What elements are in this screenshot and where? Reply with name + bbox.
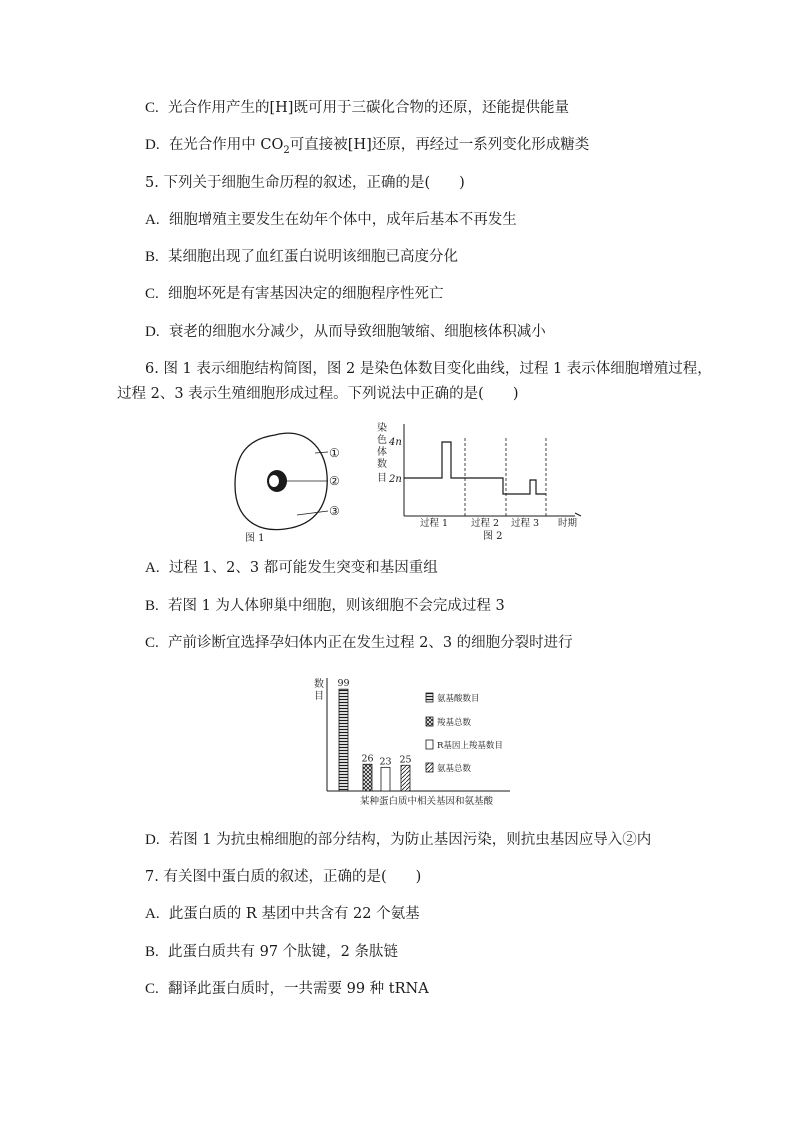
x-label-period: 时期	[558, 518, 578, 529]
y-label-char: 数	[314, 679, 324, 690]
y-label-char: 目	[314, 691, 324, 702]
q6-option-b	[145, 596, 505, 616]
q5-option-c	[145, 284, 443, 304]
option-letter: B.	[145, 249, 159, 265]
q7-option-c	[145, 979, 429, 999]
option-text: 可直接被[H]还原，再经过一系列变化形成糖类	[289, 137, 590, 153]
bar-value-label: 25	[399, 754, 412, 766]
q6-option-c	[145, 633, 573, 653]
legend-swatch-2	[426, 717, 433, 726]
label-3: ③	[329, 504, 340, 518]
option-letter: C.	[145, 286, 159, 302]
option-letter: D.	[145, 324, 160, 340]
option-letter: A.	[145, 906, 160, 922]
option-text: 在光合作用中 CO	[168, 137, 284, 153]
q7-stem: 7. 有关图中蛋白质的叙述，正确的是( )	[145, 869, 422, 885]
legend-label-1: 氨基酸数目	[437, 694, 480, 704]
q6-stem-line2: 过程 2、3 表示生殖细胞形成过程。下列说法中正确的是( )	[117, 386, 519, 402]
x-label-process-1: 过程 1	[420, 518, 449, 529]
legend-label-3: R基因上羧基数目	[437, 741, 503, 751]
option-text: 翻译此蛋白质时，一共需要 99 种 tRNA	[167, 981, 429, 997]
legend-swatch-1	[426, 693, 433, 702]
y-label-char: 数	[377, 459, 387, 470]
option-text: 产前诊断宜选择孕妇体内正在发生过程 2、3 的细胞分裂时进行	[167, 635, 573, 651]
legend	[426, 693, 503, 774]
q4-option-c	[145, 98, 569, 118]
figure-2-chromosome-curve	[375, 418, 590, 546]
bar-value-label: 26	[361, 753, 374, 765]
legend-swatch-4	[426, 763, 433, 772]
q4-option-d	[145, 135, 589, 161]
bar-1	[339, 689, 348, 791]
label-2: ②	[329, 474, 340, 488]
y-label-char: 染	[377, 423, 387, 434]
nucleolus	[269, 475, 279, 487]
option-text: 某细胞出现了血红蛋白说明该细胞已高度分化	[167, 249, 458, 265]
option-letter: C.	[145, 100, 159, 116]
bar-3	[381, 767, 390, 791]
figure-2-caption: 图 2	[483, 531, 503, 542]
x-axis-label: 某种蛋白质中相关基因和氨基酸	[360, 796, 494, 807]
option-letter: B.	[145, 944, 159, 960]
q7-option-a	[145, 904, 420, 924]
figure-1-cell-diagram	[225, 425, 360, 545]
legend-swatch-3	[426, 740, 433, 749]
y-tick-4n: 4n	[389, 437, 402, 448]
q7-option-b	[145, 942, 398, 962]
option-text: 此蛋白质共有 97 个肽键，2 条肽链	[167, 944, 398, 960]
option-letter: C.	[145, 635, 159, 651]
bar-2	[363, 764, 372, 791]
q6-stem-line1: 6. 图 1 表示细胞结构简图，图 2 是染色体数目变化曲线，过程 1 表示体细胞增殖过程，	[145, 361, 712, 377]
legend-label-2: 羧基总数	[437, 718, 472, 728]
q5-option-a	[145, 210, 517, 230]
q5-option-b	[145, 247, 458, 267]
option-letter: C.	[145, 981, 159, 997]
option-text: 此蛋白质的 R 基团中共含有 22 个氨基	[168, 906, 420, 922]
option-letter: D.	[145, 137, 160, 153]
protein-bar-chart	[310, 674, 515, 808]
option-text: 若图 1 为人体卵巢中细胞，则该细胞不会完成过程 3	[167, 598, 505, 614]
y-label-char: 色	[377, 435, 387, 446]
option-text: 细胞增殖主要发生在幼年个体中，成年后基本不再发生	[168, 212, 517, 228]
chromosome-curve	[404, 442, 546, 494]
option-letter: A.	[145, 560, 160, 576]
x-label-process-3: 过程 3	[511, 518, 540, 529]
option-letter: B.	[145, 598, 159, 614]
subscript: 2	[283, 144, 290, 156]
q5-option-d	[145, 322, 546, 342]
q6-option-d	[145, 830, 651, 850]
bar-4	[401, 765, 410, 791]
bar-value-label: 23	[379, 756, 392, 768]
option-letter: D.	[145, 832, 160, 848]
x-axis-arrow	[575, 513, 581, 516]
option-text: 细胞坏死是有害基因决定的细胞程序性死亡	[167, 286, 444, 302]
option-text: 过程 1、2、3 都可能发生突变和基因重组	[168, 560, 438, 576]
q6-option-a	[145, 558, 438, 578]
bars-group	[337, 678, 411, 791]
label-1: ①	[329, 446, 340, 460]
y-label-char: 体	[377, 447, 387, 458]
option-text: 衰老的细胞水分减少，从而导致细胞皱缩、细胞核体积减小	[168, 324, 546, 340]
option-text: 若图 1 为抗虫棉细胞的部分结构，为防止基因污染，则抗虫基因应导入②内	[168, 832, 652, 848]
figure-1-caption: 图 1	[245, 533, 265, 544]
option-text: 光合作用产生的[H]既可用于三碳化合物的还原，还能提供能量	[167, 100, 569, 116]
x-label-process-2: 过程 2	[471, 518, 500, 529]
q5-stem: 5. 下列关于细胞生命历程的叙述，正确的是( )	[145, 175, 465, 191]
option-letter: A.	[145, 212, 160, 228]
legend-label-4: 氨基总数	[437, 764, 472, 774]
y-tick-2n: 2n	[389, 474, 402, 485]
bar-value-label: 99	[337, 678, 350, 690]
y-label-char: 目	[377, 473, 387, 484]
